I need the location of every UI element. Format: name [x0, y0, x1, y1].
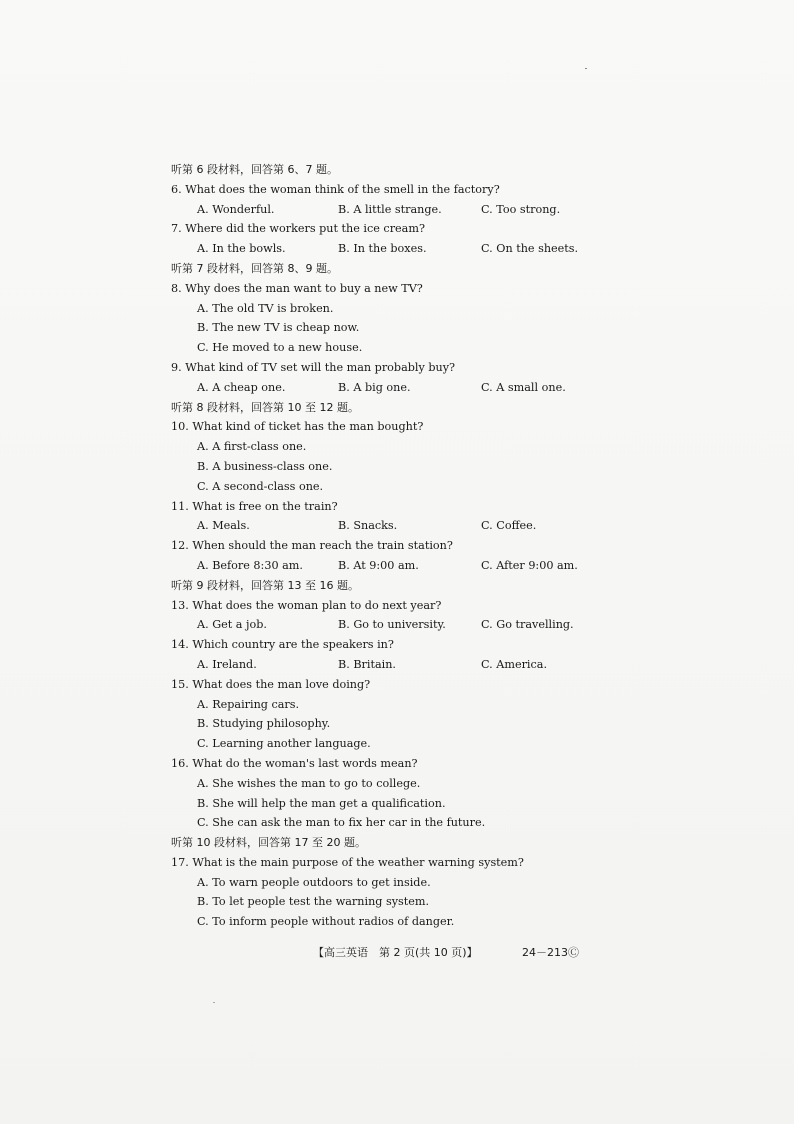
- answer-option: C. Go travelling.: [481, 618, 574, 632]
- answer-option: C. She can ask the man to fix her car in the future.: [197, 816, 486, 830]
- answer-option: C. Coffee.: [481, 519, 537, 533]
- answer-option: C. After 9:00 am.: [481, 558, 578, 572]
- answer-option: C. He moved to a new house.: [197, 341, 363, 355]
- question-stem: 17. What is the main purpose of the weather warning system?: [171, 855, 524, 869]
- options-row: [171, 655, 611, 675]
- question-stem: 8. Why does the man want to buy a new TV?: [171, 281, 423, 295]
- answer-option: C. A small one.: [481, 380, 566, 394]
- answer-option: A. In the bowls.: [197, 242, 286, 256]
- question-stem: 7. Where did the workers put the ice cream?: [171, 222, 425, 236]
- question-stem: 9. What kind of TV set will the man probably buy?: [171, 360, 456, 374]
- options-row: [171, 378, 611, 398]
- answer-option: A. A cheap one.: [197, 380, 286, 394]
- footer-title: 【高三英语 第 2 页(共 10 页)】: [313, 946, 478, 959]
- question-stem: 11. What is free on the train?: [171, 499, 338, 513]
- section-heading: 听第 9 段材料，回答第 13 至 16 题。: [171, 578, 359, 592]
- options-row: [171, 615, 611, 635]
- options-row: [171, 556, 611, 576]
- scan-speck: [585, 68, 587, 69]
- answer-option: B. The new TV is cheap now.: [197, 321, 360, 335]
- answer-option: B. To let people test the warning system.: [197, 895, 430, 909]
- answer-option: A. Before 8:30 am.: [197, 558, 303, 572]
- section-heading: 听第 8 段材料，回答第 10 至 12 题。: [171, 400, 359, 414]
- answer-option: A. To warn people outdoors to get inside.: [197, 875, 431, 889]
- answer-option: C. A second-class one.: [197, 479, 324, 493]
- options-row: [171, 200, 611, 220]
- answer-option: B. A little strange.: [338, 202, 442, 216]
- footer-code: 24－213Ⓒ: [522, 946, 579, 959]
- answer-option: B. Britain.: [338, 657, 396, 671]
- question-stem: 12. When should the man reach the train station?: [171, 539, 453, 553]
- answer-option: B. A business-class one.: [197, 459, 333, 473]
- scan-speck: [213, 1002, 215, 1003]
- answer-option: A. Ireland.: [197, 657, 257, 671]
- answer-option: A. Wonderful.: [197, 202, 275, 216]
- answer-option: C. Too strong.: [481, 202, 561, 216]
- answer-option: A. Get a job.: [197, 618, 267, 632]
- answer-option: A. Meals.: [197, 519, 250, 533]
- question-stem: 6. What does the woman think of the smell in the factory?: [171, 182, 500, 196]
- section-heading: 听第 10 段材料，回答第 17 至 20 题。: [171, 836, 366, 850]
- answer-option: B. Go to university.: [338, 618, 446, 632]
- answer-option: A. She wishes the man to go to college.: [197, 776, 421, 790]
- answer-option: C. Learning another language.: [197, 737, 371, 751]
- answer-option: B. Studying philosophy.: [197, 717, 331, 731]
- answer-option: B. In the boxes.: [338, 242, 427, 256]
- question-stem: 16. What do the woman's last words mean?: [171, 756, 418, 770]
- answer-option: C. On the sheets.: [481, 242, 579, 256]
- options-row: [171, 239, 611, 259]
- answer-option: A. Repairing cars.: [197, 697, 300, 711]
- question-stem: 13. What does the woman plan to do next year?: [171, 598, 442, 612]
- section-heading: 听第 6 段材料，回答第 6、7 题。: [171, 163, 338, 176]
- question-list: [171, 160, 611, 932]
- answer-option: B. At 9:00 am.: [338, 558, 419, 572]
- answer-option: A. The old TV is broken.: [197, 301, 334, 315]
- answer-option: A. A first-class one.: [197, 440, 307, 454]
- question-stem: 15. What does the man love doing?: [171, 677, 371, 691]
- answer-option: B. Snacks.: [338, 519, 398, 533]
- question-stem: 14. Which country are the speakers in?: [171, 638, 394, 652]
- options-row: [171, 516, 611, 536]
- answer-option: B. A big one.: [338, 380, 411, 394]
- answer-option: C. America.: [481, 657, 547, 671]
- answer-option: C. To inform people without radios of danger.: [197, 915, 455, 929]
- section-heading: 听第 7 段材料，回答第 8、9 题。: [171, 261, 338, 275]
- question-stem: 10. What kind of ticket has the man bought?: [171, 420, 424, 434]
- answer-option: B. She will help the man get a qualification.: [197, 796, 446, 810]
